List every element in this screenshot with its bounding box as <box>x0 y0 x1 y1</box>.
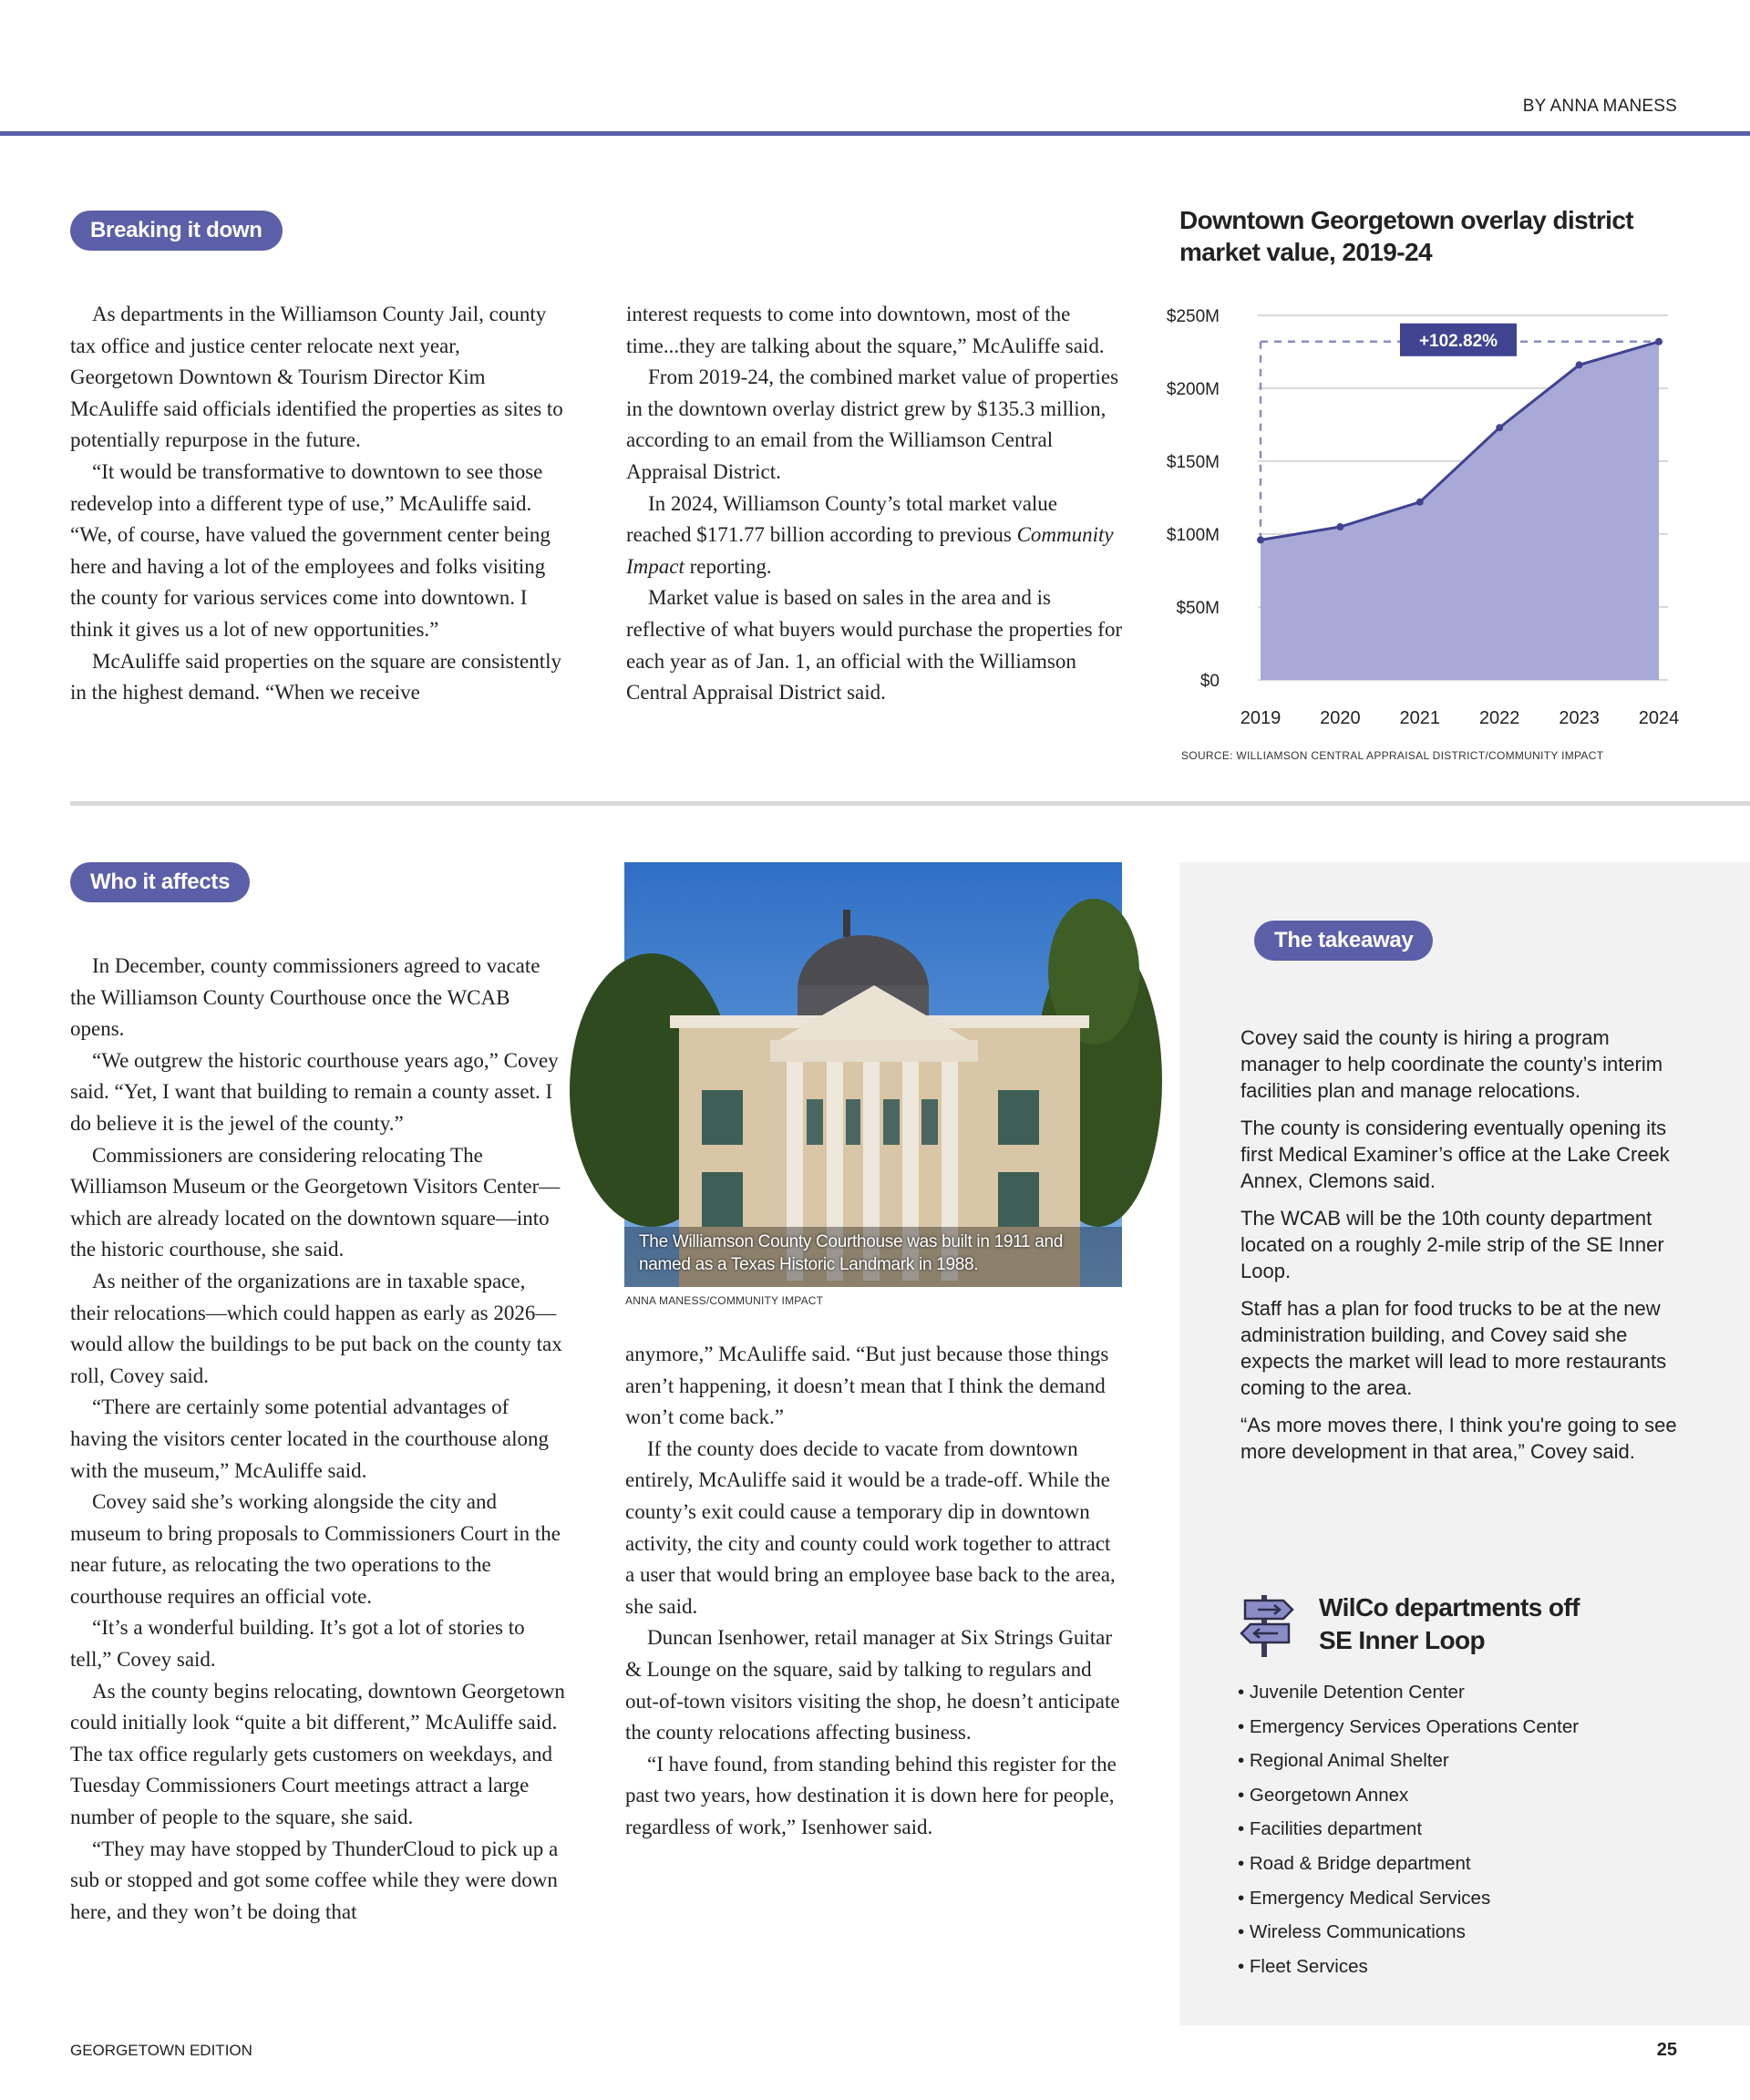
takeaway-paragraph: Covey said the county is hiring a program manager to help coordinate the county’s interim facilities plan and manage relocations. <box>1240 1026 1663 1102</box>
x-tick-label: 2021 <box>1399 708 1441 728</box>
paragraph: “They may have stopped by ThunderCloud to pick up a sub or stopped and got some coffee while they were down here, and they won’t be doing that <box>70 1837 559 1923</box>
section-divider <box>70 801 1750 806</box>
paragraph: In December, county commissioners agreed to vacate the Williamson County Courthouse once the WCAB opens. <box>70 954 540 1041</box>
departments-title-line: SE Inner Loop <box>1319 1626 1485 1654</box>
paragraph: From 2019-24, the combined market value of properties in the downtown overlay district grew by $135.3 million, according to an email from the Williamson Central Appraisal District. <box>626 365 1119 483</box>
data-point <box>1496 424 1503 431</box>
paragraph: “We outgrew the historic courthouse years ago,” Covey said. “Yet, I want that building to remain a county asset. I do believe it is the jewel of the county.” <box>70 1048 559 1135</box>
list-item: • Juvenile Detention Center <box>1238 1675 1579 1710</box>
paragraph: If the county does decide to vacate from downtown entirely, McAuliffe said it would be a trade-off. While the county’s exit could cause a temporary dip in downtown activity, the city and county could work together to attract a user that would bring an employee base back to the area, she said. <box>625 1436 1116 1618</box>
list-item: • Emergency Medical Services <box>1238 1881 1579 1916</box>
departments-list <box>1238 1675 1579 1983</box>
y-tick-label: $150M <box>1166 453 1220 472</box>
paragraph: “I have found, from standing behind this register for the past two years, how destination it is down here for people, regardless of work,” Isenhower said. <box>625 1752 1117 1838</box>
paragraph: As the county begins relocating, downtown Georgetown could initially look “quite a bit different,” McAuliffe said. The tax office regularly gets customers on weekdays, and Tuesday Commissioners Court meetings attract a large number of people to the square, she said. <box>70 1679 565 1829</box>
courthouse-illustration <box>624 862 1122 1287</box>
x-tick-label: 2019 <box>1240 708 1282 728</box>
chart-source: SOURCE: WILLIAMSON CENTRAL APPRAISAL DISTRICT/COMMUNITY IMPACT <box>1181 749 1604 762</box>
takeaway-paragraph: The WCAB will be the 10th county department located on a roughly 2-mile strip of the SE Inner Loop. <box>1240 1207 1664 1282</box>
list-item: • Road & Bridge department <box>1238 1847 1579 1881</box>
data-point <box>1576 361 1583 368</box>
x-tick-label: 2023 <box>1559 708 1600 728</box>
paragraph: interest requests to come into downtown, most of the time...they are talking about the square,” McAuliffe said. <box>626 303 1105 357</box>
takeaway-paragraph: “As more moves there, I think you're going to see more development in that area,” Covey said. <box>1240 1414 1677 1463</box>
market-value-chart <box>1166 292 1686 747</box>
breaking-column-1 <box>70 299 567 709</box>
signpost-icon <box>1238 1593 1298 1659</box>
paragraph: As departments in the Williamson County Jail, county tax office and justice center relocate next year, Georgetown Downtown & Tourism Director Kim McAuliffe said officials identified the properties as sites to potentially repurpose in the future. <box>70 303 563 452</box>
list-item: • Regional Animal Shelter <box>1238 1744 1579 1778</box>
x-tick-label: 2022 <box>1478 708 1520 728</box>
list-item: • Facilities department <box>1238 1812 1579 1847</box>
takeaway-paragraph: The county is considering eventually opening its first Medical Examiner’s office at the Lake Creek Annex, Clemons said. <box>1240 1117 1670 1192</box>
photo-credit: ANNA MANESS/COMMUNITY IMPACT <box>625 1294 824 1307</box>
paragraph: Commissioners are considering relocating The Williamson Museum or the Georgetown Visitors Center—which are already located on the downtown square—into the historic courthouse, she said. <box>70 1143 561 1261</box>
courthouse-photo <box>624 862 1122 1287</box>
y-tick-label: $200M <box>1166 380 1220 399</box>
section-label-who-it-affects: Who it affects <box>70 862 250 902</box>
edition-label: GEORGETOWN EDITION <box>70 2042 252 2059</box>
y-tick-label: $100M <box>1166 526 1220 545</box>
paragraph: Duncan Isenhower, retail manager at Six Strings Guitar & Lounge on the square, said by talking to regulars and out-of-town visitors visiting the shop, he doesn’t anticipate the county relocations affecting business. <box>625 1626 1120 1745</box>
paragraph: Market value is based on sales in the area and is reflective of what buyers would purchase the properties for each year as of Jan. 1, an official with the Williamson Central Appraisal District said. <box>626 586 1123 705</box>
paragraph: In 2024, Williamson County’s total market value reached $171.77 billion according to previous Community Impact reporting. <box>626 491 1114 578</box>
paragraph: “There are certainly some potential advantages of having the visitors center located in the courthouse along with the museum,” McAuliffe said. <box>70 1395 550 1482</box>
paragraph: McAuliffe said properties on the square are consistently in the highest demand. “When we receive <box>70 649 562 705</box>
affects-column-2 <box>625 1339 1122 1844</box>
list-item: • Fleet Services <box>1238 1950 1579 1984</box>
list-item: • Emergency Services Operations Center <box>1238 1710 1579 1745</box>
x-tick-label: 2024 <box>1638 708 1680 728</box>
paragraph: anymore,” McAuliffe said. “But just because those things aren’t happening, it doesn’t mean that I think the demand won’t come back.” <box>625 1343 1109 1429</box>
area-fill <box>1261 342 1659 680</box>
x-tick-label: 2020 <box>1320 708 1361 728</box>
page-number: 25 <box>1656 2040 1677 2060</box>
data-point <box>1257 536 1264 543</box>
y-tick-label: $50M <box>1176 599 1220 618</box>
breaking-column-2 <box>626 299 1123 709</box>
header-rule <box>0 131 1750 136</box>
y-tick-label: $250M <box>1166 307 1220 326</box>
data-point <box>1655 338 1662 345</box>
photo-caption: The Williamson County Courthouse was built in 1911 and named as a Texas Historic Landmark in 1988. <box>639 1232 1064 1274</box>
list-item: • Wireless Communications <box>1238 1915 1579 1950</box>
departments-list-title <box>1319 1591 1580 1657</box>
paragraph: “It would be transformative to downtown to see those redevelop into a different type of use,” McAuliffe said. “We, of course, have valued the government center being here and having a lot of the employees and folks visiting the county for various services come into downtown. I think it gives us a lot of new opportunities.” <box>70 459 551 641</box>
takeaway-paragraph: Staff has a plan for food trucks to be at the new administration building, and Covey said she expects the market will lead to more restaurants coming to the area. <box>1240 1297 1667 1399</box>
paragraph: As neither of the organizations are in taxable space, their relocations—which could happen as early as 2026—would allow the buildings to be put back on the county tax roll, Covey said. <box>70 1269 562 1387</box>
section-label-breaking-it-down: Breaking it down <box>70 211 283 251</box>
takeaway-text <box>1240 1024 1678 1476</box>
departments-title-line: WilCo departments off <box>1319 1593 1580 1621</box>
y-tick-label: $0 <box>1199 672 1220 691</box>
paragraph: Covey said she’s working alongside the city and museum to bring proposals to Commissioners Court in the near future, as relocating the two operations to the courthouse requires an official vote. <box>70 1490 561 1608</box>
data-point <box>1336 523 1343 530</box>
byline: BY ANNA MANESS <box>1522 97 1677 116</box>
chart-title: Downtown Georgetown overlay district market value, 2019-24 <box>1179 206 1634 266</box>
section-label-the-takeaway: The takeaway <box>1254 921 1433 961</box>
data-point <box>1416 499 1424 506</box>
affects-column-1 <box>70 951 567 1928</box>
change-badge-label: +102.82% <box>1418 331 1498 351</box>
list-item: • Georgetown Annex <box>1238 1778 1579 1813</box>
paragraph: “It’s a wonderful building. It’s got a lot of stories to tell,” Covey said. <box>70 1616 525 1672</box>
